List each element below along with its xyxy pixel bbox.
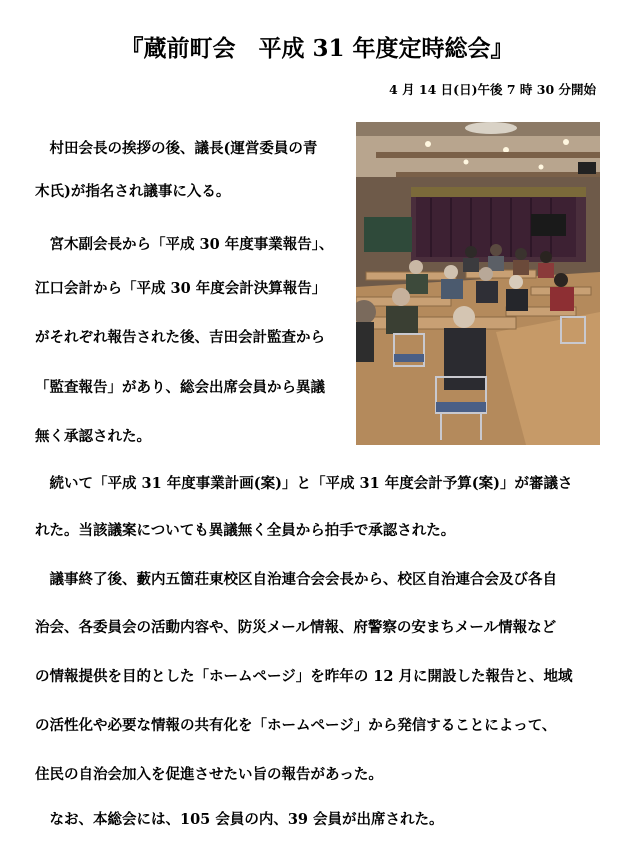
body-line: 続いて「平成 31 年度事業計画(案)」と「平成 31 年度会計予算(案)」が審議さ [35, 475, 573, 492]
body-line: 江口会計から「平成 30 年度会計決算報告」 [35, 280, 327, 297]
body-line: なお、本総会には、105 会員の内、39 会員が出席された。 [35, 811, 444, 828]
body-line: 木氏)が指名され議事に入る。 [35, 183, 231, 200]
body-line: 無く承認された。 [35, 428, 151, 445]
meeting-time: 4 月 14 日(日)午後 7 時 30 分開始 [389, 82, 596, 97]
page-title: 『蔵前町会 平成 31 年度定時総会』 [120, 35, 514, 62]
body-line: 「監査報告」があり、総会出席会員から異議 [35, 379, 325, 396]
body-line: の活性化や必要な情報の共有化を「ホームページ」から発信することによって、 [35, 717, 557, 734]
body-line: 村田会長の挨拶の後、議長(運営委員の青 [35, 140, 318, 157]
body-line: 住民の自治会加入を促進させたい旨の報告があった。 [35, 766, 383, 783]
body-line: の情報提供を目的とした「ホームページ」を昨年の 12 月に開設した報告と、地域 [35, 668, 573, 685]
body-line: がそれぞれ報告された後、吉田会計監査から [35, 329, 325, 346]
body-line: 宮木副会長から「平成 30 年度事業報告」、 [35, 236, 334, 253]
meeting-photo [356, 122, 600, 445]
body-line: 議事終了後、藪内五箇荘東校区自治連合会会長から、校区自治連合会及び各自 [35, 571, 557, 588]
body-line: 治会、各委員会の活動内容や、防災メール情報、府警察の安まちメール情報など [35, 619, 557, 636]
body-line: れた。当該議案についても異議無く全員から拍手で承認された。 [35, 522, 456, 539]
